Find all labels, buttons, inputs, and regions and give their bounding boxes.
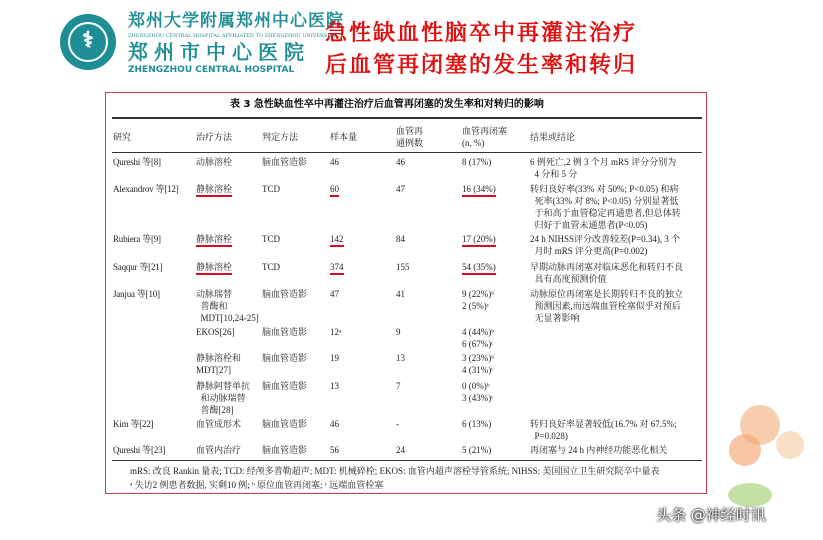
table-cell-sample-size: 47	[330, 289, 339, 299]
table-cell-sample-size: 19	[330, 353, 339, 363]
table-cell-sample-size: 60	[330, 183, 339, 197]
table-cell-method: 脑血管造影	[262, 327, 308, 337]
table-cell-reocclusion: 17 (20%)	[462, 233, 496, 247]
table-cell-reocclusion: 3 (23%)ᵇ 4 (31%)ᶜ	[462, 353, 495, 375]
table-cell-sample-size: 374	[330, 261, 344, 275]
table-cell-recanalized: 9	[396, 327, 401, 337]
table-cell-study: Qureshi 等[8]	[113, 157, 161, 167]
table-cell-study: Alexandrov 等[12]	[113, 184, 179, 194]
table-footnote-abbrev: mRS: 改良 Rankin 量表; TCD: 经颅多普勒超声; MDT: 机械碎栓; EKOS: 血管内超声溶栓导管系统; NIHSS: 美国国立卫生研究院卒中量表	[130, 466, 660, 476]
table-cell-study: Qureshi 等[23]	[113, 445, 166, 455]
column-header-recanalized: 血管再 通例数	[396, 126, 424, 148]
slide-title-line2: 后血管再闭塞的发生率和转归	[325, 52, 638, 78]
table-cell-treatment: 静脉溶栓	[196, 183, 232, 197]
column-header-method: 判定方法	[262, 132, 299, 142]
table-cell-treatment: 动脉瑞替 普酶和 MDT[10,24-25]	[196, 289, 259, 323]
table-cell-method: 脑血管造影	[262, 157, 308, 167]
slide-title-line1: 急性缺血性脑卒中再灌注治疗	[325, 20, 638, 46]
table-cell-outcome: 再闭塞与 24 h 内神经功能恶化相关	[530, 445, 668, 455]
table-header-rule	[112, 152, 702, 153]
table-cell-sample-size: 142	[330, 233, 344, 247]
table-cell-sample-size: 13	[330, 381, 339, 391]
column-header-study: 研究	[113, 132, 132, 142]
table-cell-treatment: 静脉阿替单抗 和动脉瑞替 普酶[28]	[196, 381, 251, 415]
table-footnote-marks: ᵃ 失访2 例患者数据, 实剩10 例; ᵇ 原位血管再闭塞; ᶜ 远端血管栓塞	[130, 480, 384, 490]
table-cell-recanalized: 46	[396, 157, 405, 167]
column-header-sample-size: 样本量	[330, 132, 358, 142]
table-cell-reocclusion: 16 (34%)	[462, 183, 496, 197]
table-cell-study: Saqqur 等[21]	[113, 262, 163, 272]
table-cell-recanalized: 47	[396, 184, 405, 194]
table-cell-recanalized: 7	[396, 381, 401, 391]
watermark: 头条 @神经时讯	[656, 506, 766, 524]
hospital-name-2: 郑州市中心医院	[128, 40, 310, 64]
table-cell-sample-size: 46	[330, 157, 339, 167]
table-top-rule	[112, 117, 702, 119]
table-cell-outcome: 6 例死亡,2 例 3 个月 mRS 评分分别为 4 分和 5 分	[530, 157, 677, 179]
table-cell-recanalized: 155	[396, 262, 410, 272]
table-cell-study: Rubiera 等[9]	[113, 234, 161, 244]
table-cell-treatment: 动脉溶栓	[196, 157, 233, 167]
table-cell-reocclusion: 5 (21%)	[462, 445, 492, 455]
table-cell-method: 脑血管造影	[262, 381, 308, 391]
table-cell-outcome: 早期动脉再闭塞对临床恶化和转归不良 具有高度预测价值	[530, 262, 684, 284]
hospital-name-1-en: ZHENGZHOU CENTRAL HOSPITAL AFFILIATED TO ZHENGZHOU UNIVERSITY	[128, 33, 336, 39]
table-cell-treatment: 血管成形术	[196, 419, 242, 429]
hospital-logo: ⚕	[60, 14, 116, 70]
table-cell-treatment: EKOS[26]	[196, 327, 235, 337]
table-bottom-rule	[112, 460, 702, 461]
table-cell-sample-size: 56	[330, 445, 339, 455]
table-cell-recanalized: 13	[396, 353, 405, 363]
table-cell-outcome: 动脉原位再闭塞是长期转归不良的独立 预测因素,而远端血管栓塞似乎对预后 无显著影响	[530, 289, 684, 323]
table-cell-method: 脑血管造影	[262, 353, 308, 363]
table-cell-recanalized: 84	[396, 234, 405, 244]
table-cell-reocclusion: 4 (44%)ᵇ 6 (67%)ᶜ	[462, 327, 495, 349]
table-cell-outcome: 转归良好率显著较低(16.7% 对 67.5%; P=0.028)	[530, 419, 677, 441]
table-cell-outcome: 24 h NIHSS评分改善较差(P=0.34), 3 个 月时 mRS 评分更高(P=0.002)	[530, 234, 681, 256]
table-cell-outcome: 转归良好率(33% 对 50%; P<0.05) 和病 死率(33% 对 8%; P<0.05) 分别显著低 于和高于血管稳定再通患者,但总体转 归好于血管未通患者(P<0.05)	[530, 184, 681, 230]
table-cell-method: 脑血管造影	[262, 419, 308, 429]
column-header-treatment: 治疗方法	[196, 132, 233, 142]
table-cell-recanalized: 24	[396, 445, 405, 455]
table-cell-reocclusion: 8 (17%)	[462, 157, 492, 167]
table-cell-treatment: 静脉溶栓	[196, 233, 232, 247]
table-cell-treatment: 血管内治疗	[196, 445, 242, 455]
table-cell-reocclusion: 6 (13%)	[462, 419, 492, 429]
table-cell-study: Janjua 等[10]	[113, 289, 160, 299]
table-cell-reocclusion: 0 (0%)ᵇ 3 (43%)ᶜ	[462, 381, 494, 403]
table-cell-method: TCD	[262, 184, 280, 194]
table-cell-sample-size: 46	[330, 419, 339, 429]
hospital-name-1: 郑州大学附属郑州中心医院	[128, 11, 344, 31]
table-cell-method: TCD	[262, 262, 280, 272]
table-cell-study: Kim 等[22]	[113, 419, 154, 429]
column-header-outcome: 结果或结论	[530, 132, 576, 142]
table-cell-treatment: 静脉溶栓和 MDT[27]	[196, 353, 242, 375]
column-header-reocclusion: 血管再闭塞 (n, %)	[462, 126, 508, 148]
table-cell-recanalized: -	[396, 419, 399, 429]
table-cell-reocclusion: 54 (35%)	[462, 261, 496, 275]
table-cell-reocclusion: 9 (22%)ᵇ 2 (5%)ᶜ	[462, 289, 495, 311]
table-cell-treatment: 静脉溶栓	[196, 261, 232, 275]
table-cell-recanalized: 41	[396, 289, 405, 299]
table-cell-method: 脑血管造影	[262, 445, 308, 455]
table-cell-method: 脑血管造影	[262, 289, 308, 299]
table-cell-sample-size: 12ᵃ	[330, 327, 342, 337]
flower-decoration-icon	[720, 400, 820, 520]
hospital-name-2-en: ZHENGZHOU CENTRAL HOSPITAL	[128, 65, 295, 75]
table-cell-method: TCD	[262, 234, 280, 244]
table-caption: 表 3 急性缺血性卒中再灌注治疗后血管再闭塞的发生率和对转归的影响	[230, 99, 544, 110]
